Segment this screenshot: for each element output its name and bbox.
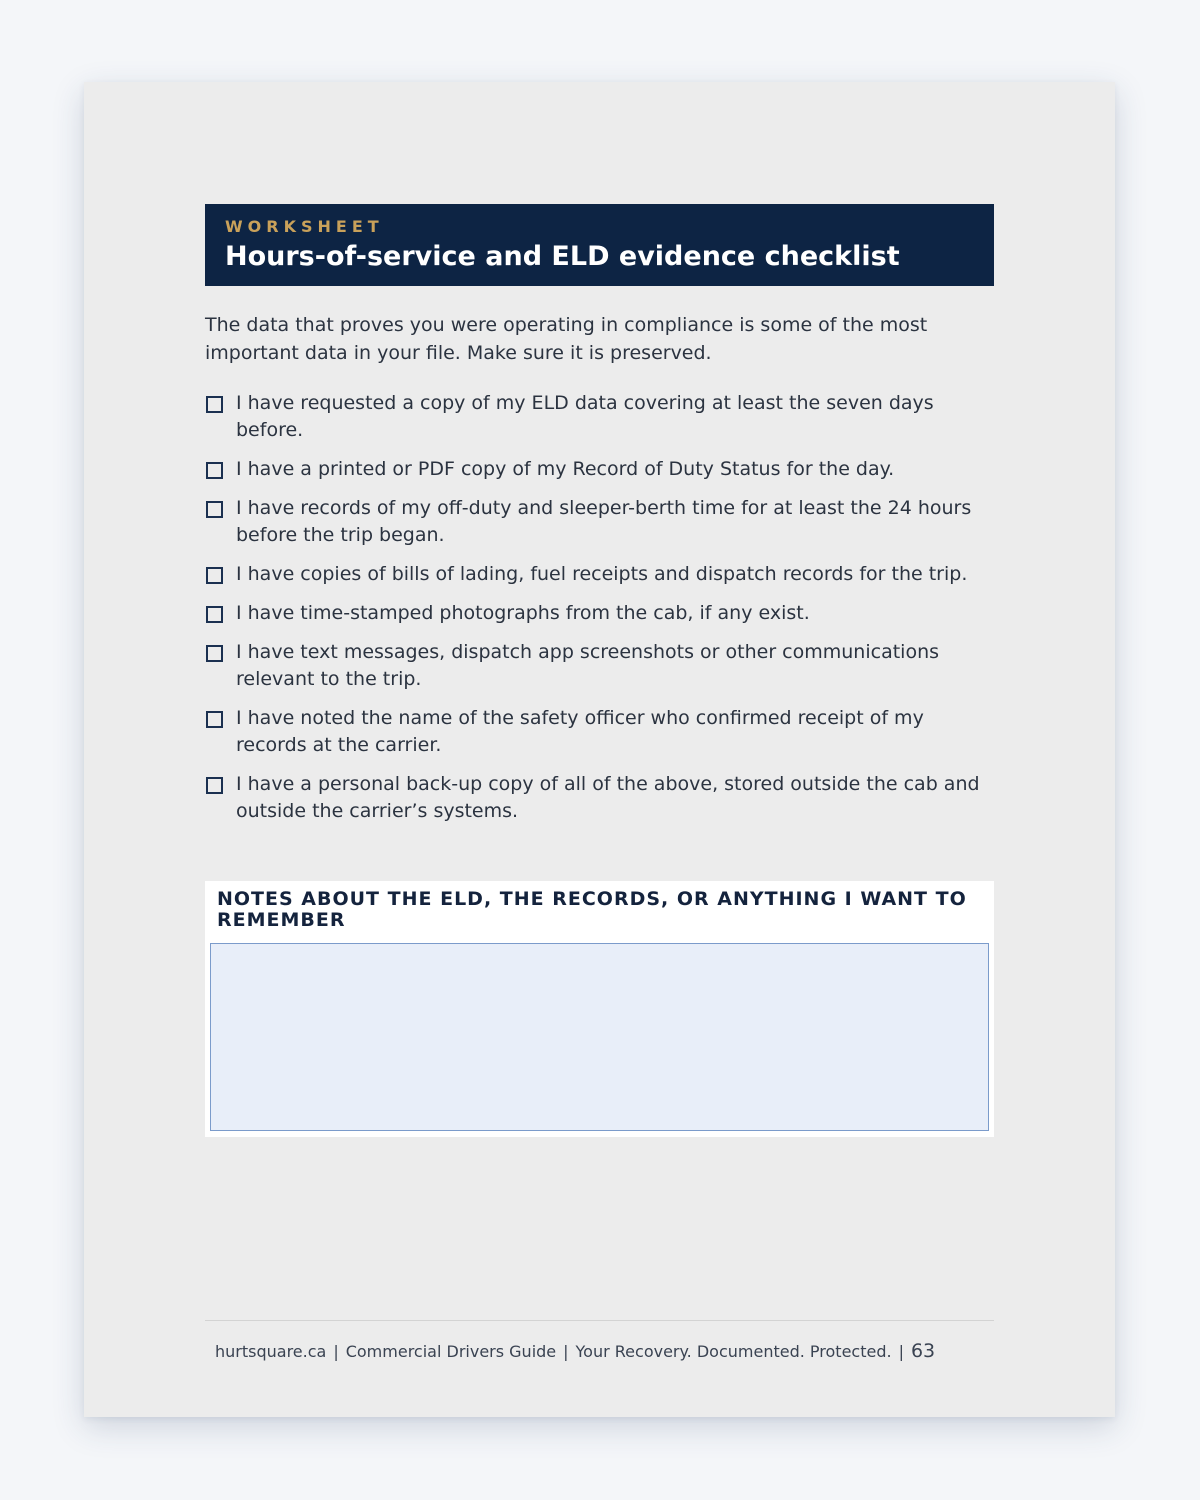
checklist-item-label: I have records of my off-duty and sleeper-berth time for at least the 24 hours before the trip began. [236, 497, 972, 546]
checklist-item-label: I have noted the name of the safety officer who confirmed receipt of my records at the carrier. [236, 707, 924, 756]
checklist-item-label: I have text messages, dispatch app screenshots or other communications relevant to the trip. [236, 641, 940, 690]
footer-separator: | [563, 1342, 569, 1361]
checklist-item-label: I have copies of bills of lading, fuel receipts and dispatch records for the trip. [236, 563, 968, 585]
footer-tagline: Your Recovery. Documented. Protected. [575, 1342, 892, 1361]
checklist-item [205, 705, 994, 759]
checklist-item [205, 771, 994, 825]
checklist-item-label: I have a personal back-up copy of all of the above, stored outside the cab and outside the carrier’s systems. [236, 773, 980, 822]
footer-separator: | [898, 1342, 904, 1361]
checklist-item-label: I have time-stamped photographs from the cab, if any exist. [236, 602, 810, 624]
worksheet-eyebrow: WORKSHEET [225, 217, 384, 236]
notes-heading: NOTES ABOUT THE ELD, THE RECORDS, OR ANYTHING I WANT TO REMEMBER [217, 888, 967, 931]
footer-divider [205, 1320, 994, 1321]
checkbox[interactable] [206, 462, 223, 479]
page-footer [215, 1340, 985, 1363]
footer-guide: Commercial Drivers Guide [345, 1342, 557, 1361]
footer-site: hurtsquare.ca [215, 1342, 327, 1361]
checklist-item [205, 495, 994, 549]
checkbox[interactable] [206, 777, 223, 794]
checkbox[interactable] [206, 501, 223, 518]
checkbox[interactable] [206, 396, 223, 413]
checklist-item [205, 561, 994, 588]
intro-paragraph: The data that proves you were operating in compliance is some of the most important data in your file. Make sure it is preserved. [205, 314, 928, 364]
checklist-item [205, 639, 994, 693]
document-page [84, 82, 1115, 1417]
notes-field[interactable] [210, 943, 989, 1131]
checklist-item-label: I have a printed or PDF copy of my Record of Duty Status for the day. [236, 458, 895, 480]
footer-separator: | [333, 1342, 339, 1361]
notes-section [205, 881, 994, 1137]
checklist-item [205, 600, 994, 627]
checklist-item [205, 390, 994, 444]
checklist-item [205, 456, 994, 483]
checkbox[interactable] [206, 567, 223, 584]
checkbox[interactable] [206, 645, 223, 662]
page-number: 63 [910, 1340, 936, 1362]
worksheet-banner [205, 204, 994, 286]
checkbox[interactable] [206, 711, 223, 728]
checklist-item-label: I have requested a copy of my ELD data covering at least the seven days before. [236, 392, 934, 441]
evidence-checklist [205, 390, 994, 837]
page-title: Hours-of-service and ELD evidence checklist [225, 241, 900, 272]
checkbox[interactable] [206, 606, 223, 623]
